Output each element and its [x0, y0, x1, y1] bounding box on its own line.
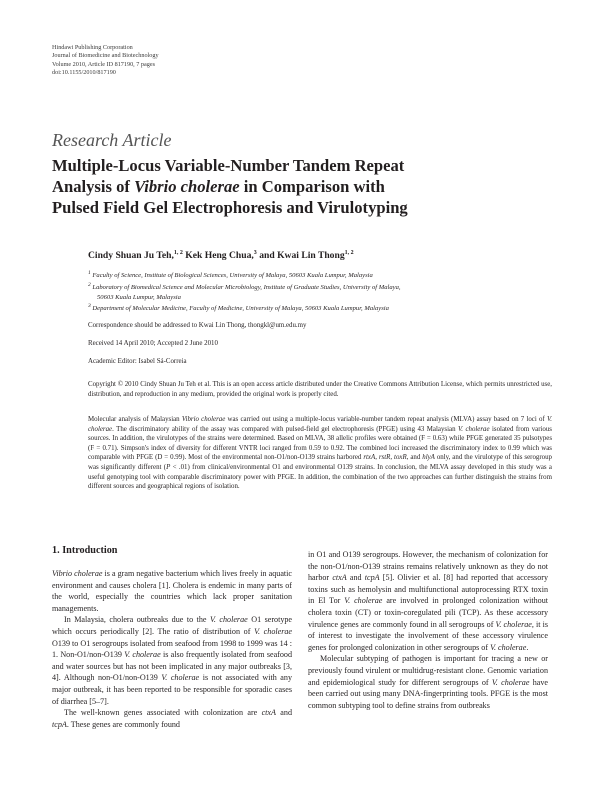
author-1: Cindy Shuan Ju Teh,	[88, 250, 174, 262]
academic-editor: Academic Editor: Isabel Sá-Correia	[88, 358, 187, 365]
body-column-right	[308, 549, 548, 711]
author-3: and Kwai Lin Thong	[259, 250, 345, 262]
abstract: Molecular analysis of Malaysian Vibrio cholerae was carried out using a multiple-locus variable-number tandem repeat analysis (MLVA) assay based on 7 loci of V. cholerae. The discriminatory ability of the assay was compared with pulsed-field gel electrophoresis (PFGE) using 43 Malaysian V. cholerae isolated from various sources. In addition, the virulotypes of the strains were determined. Based on MLVA, 38 allelic profiles were obtained (F = 0.63) while PFGE generated 35 pulsotypes (F = 0.71). Simpson's index of diversity for different VNTR loci ranged from 0.59 to 0.92. The combined loci increased the discriminatory index to 0.99 which was comparable with PFGE (D = 0.99). Most of the environmental non-O1/non-O139 strains harbored rtxA, rstR, toxR, and hlyA only, and the virulotype of this serogroup was significantly different (P < .01) from clinical/environmental O1 and environmental O139 strains. In conclusion, the MLVA assay developed in this study was a useful genotyping tool with comparable discriminatory power with PFGE. In addition, the combination of the two approaches can further distinguish the strains from different sources and geographical regions of isolation.	[88, 416, 553, 491]
paper-title	[52, 155, 512, 218]
intro-paragraph-3-continued: in O1 and O139 serogroups. However, the mechanism of colonization for the non-O1/non-O139 strains remains relatively unknown as they do not harbor ctxA and tcpA [5]. Olivier et al. [8] had reported that accessory toxins such as hemolysin and multifunctional autoprocessing RTX toxin in El Tor V. cholerae are involved in prolonged colonization without cholera toxin (CT) or toxin-coregulated pili (TCP). As these accessory virulence genes are commonly found in all serogroups of V. cholerae, it is of interest to investigate the involvement of these accessory virulence genes for prolonged colonization in other serogroups of V. cholerae.	[308, 550, 549, 652]
intro-paragraph-1: Vibrio cholerae is a gram negative bacterium which lives freely in aquatic environment and causes cholera [1]. Cholera is endemic in many parts of the world, especially the countries which lack proper sanitation managements.	[52, 569, 292, 613]
affiliation-3: $^3$ Department of Molecular Medicine, Faculty of Medicine, University of Malaya, 50603 Kuala Lumpur, Malaysia	[88, 303, 389, 313]
author-list: Cindy Shuan Ju Teh,$^{1, 2}$ Kek Heng Chua,$^3$ and Kwai Lin Thong$^{1, 2}$	[88, 250, 354, 262]
intro-paragraph-3: The well-known genes associated with colonization are ctxA and tcpA. These genes are commonly found	[52, 708, 292, 729]
article-type: Research Article	[52, 130, 172, 150]
affiliation-2-continued: 50603 Kuala Lumpur, Malaysia	[97, 293, 181, 301]
journal-volume: Volume 2010, Article ID 817190, 7 pages	[52, 60, 155, 68]
title-line-2: Analysis of Vibrio cholerae in Comparison with	[52, 177, 385, 196]
title-line-1: Multiple-Locus Variable-Number Tandem Repeat	[52, 156, 405, 175]
section-heading-introduction: 1. Introduction	[52, 545, 118, 556]
intro-paragraph-2: In Malaysia, cholera outbreaks due to the V. cholerae O1 serotype which occurs periodically [2]. The ratio of distribution of V. cholerae O139 to O1 serogroups isolated from seafood from 1998 to 1999 was 14 : 1. Non-O1/non-O139 V. cholerae is also frequently isolated from seafood and water sources but has not been implicated in any major outbreaks [3, 4]. Although non-O1/non-O139 V. cholerae is not associated with any major outbreak, it has been reported to be responsible for sporadic cases of diarrhea [5–7].	[52, 615, 293, 706]
publisher-name: Hindawi Publishing Corporation	[52, 44, 133, 51]
journal-header	[52, 44, 159, 77]
body-column-left	[52, 568, 292, 730]
affiliations	[88, 269, 558, 314]
copyright-notice: Copyright © 2010 Cindy Shuan Ju Teh et al. This is an open access article distributed under the Creative Commons Attribution License, which permits unrestricted use, distribution, and reproduction in any medium, provided the original work is properly cited.	[88, 381, 552, 398]
title-line-3: Pulsed Field Gel Electrophoresis and Virulotyping	[52, 198, 408, 217]
journal-doi: doi:10.1155/2010/817190	[52, 68, 116, 76]
correspondence: Correspondence should be addressed to Kwai Lin Thong, thongkl@um.edu.my	[88, 322, 307, 329]
intro-paragraph-4: Molecular subtyping of pathogen is important for tracing a new or previously found virulent or multidrug-resistant clone. Genomic variation and epidemiological study for different serogroups of V. cholerae have been carried out using many DNA-fingerprinting tools. PFGE is the most common subtyping tool to define strains from outbreaks	[308, 654, 548, 710]
journal-name: Journal of Biomedicine and Biotechnology	[52, 52, 159, 60]
affiliation-1: $^1$ Faculty of Science, Institute of Biological Sciences, University of Malaya, 50603 Kuala Lumpur, Malaysia	[88, 270, 373, 280]
author-2: Kek Heng Chua,	[185, 250, 254, 262]
affiliation-2: $^2$ Laboratory of Biomedical Science and Molecular Microbiology, Institute of Graduate Studies, University of Malaya,	[88, 281, 401, 291]
received-dates: Received 14 April 2010; Accepted 2 June 2010	[88, 340, 218, 347]
